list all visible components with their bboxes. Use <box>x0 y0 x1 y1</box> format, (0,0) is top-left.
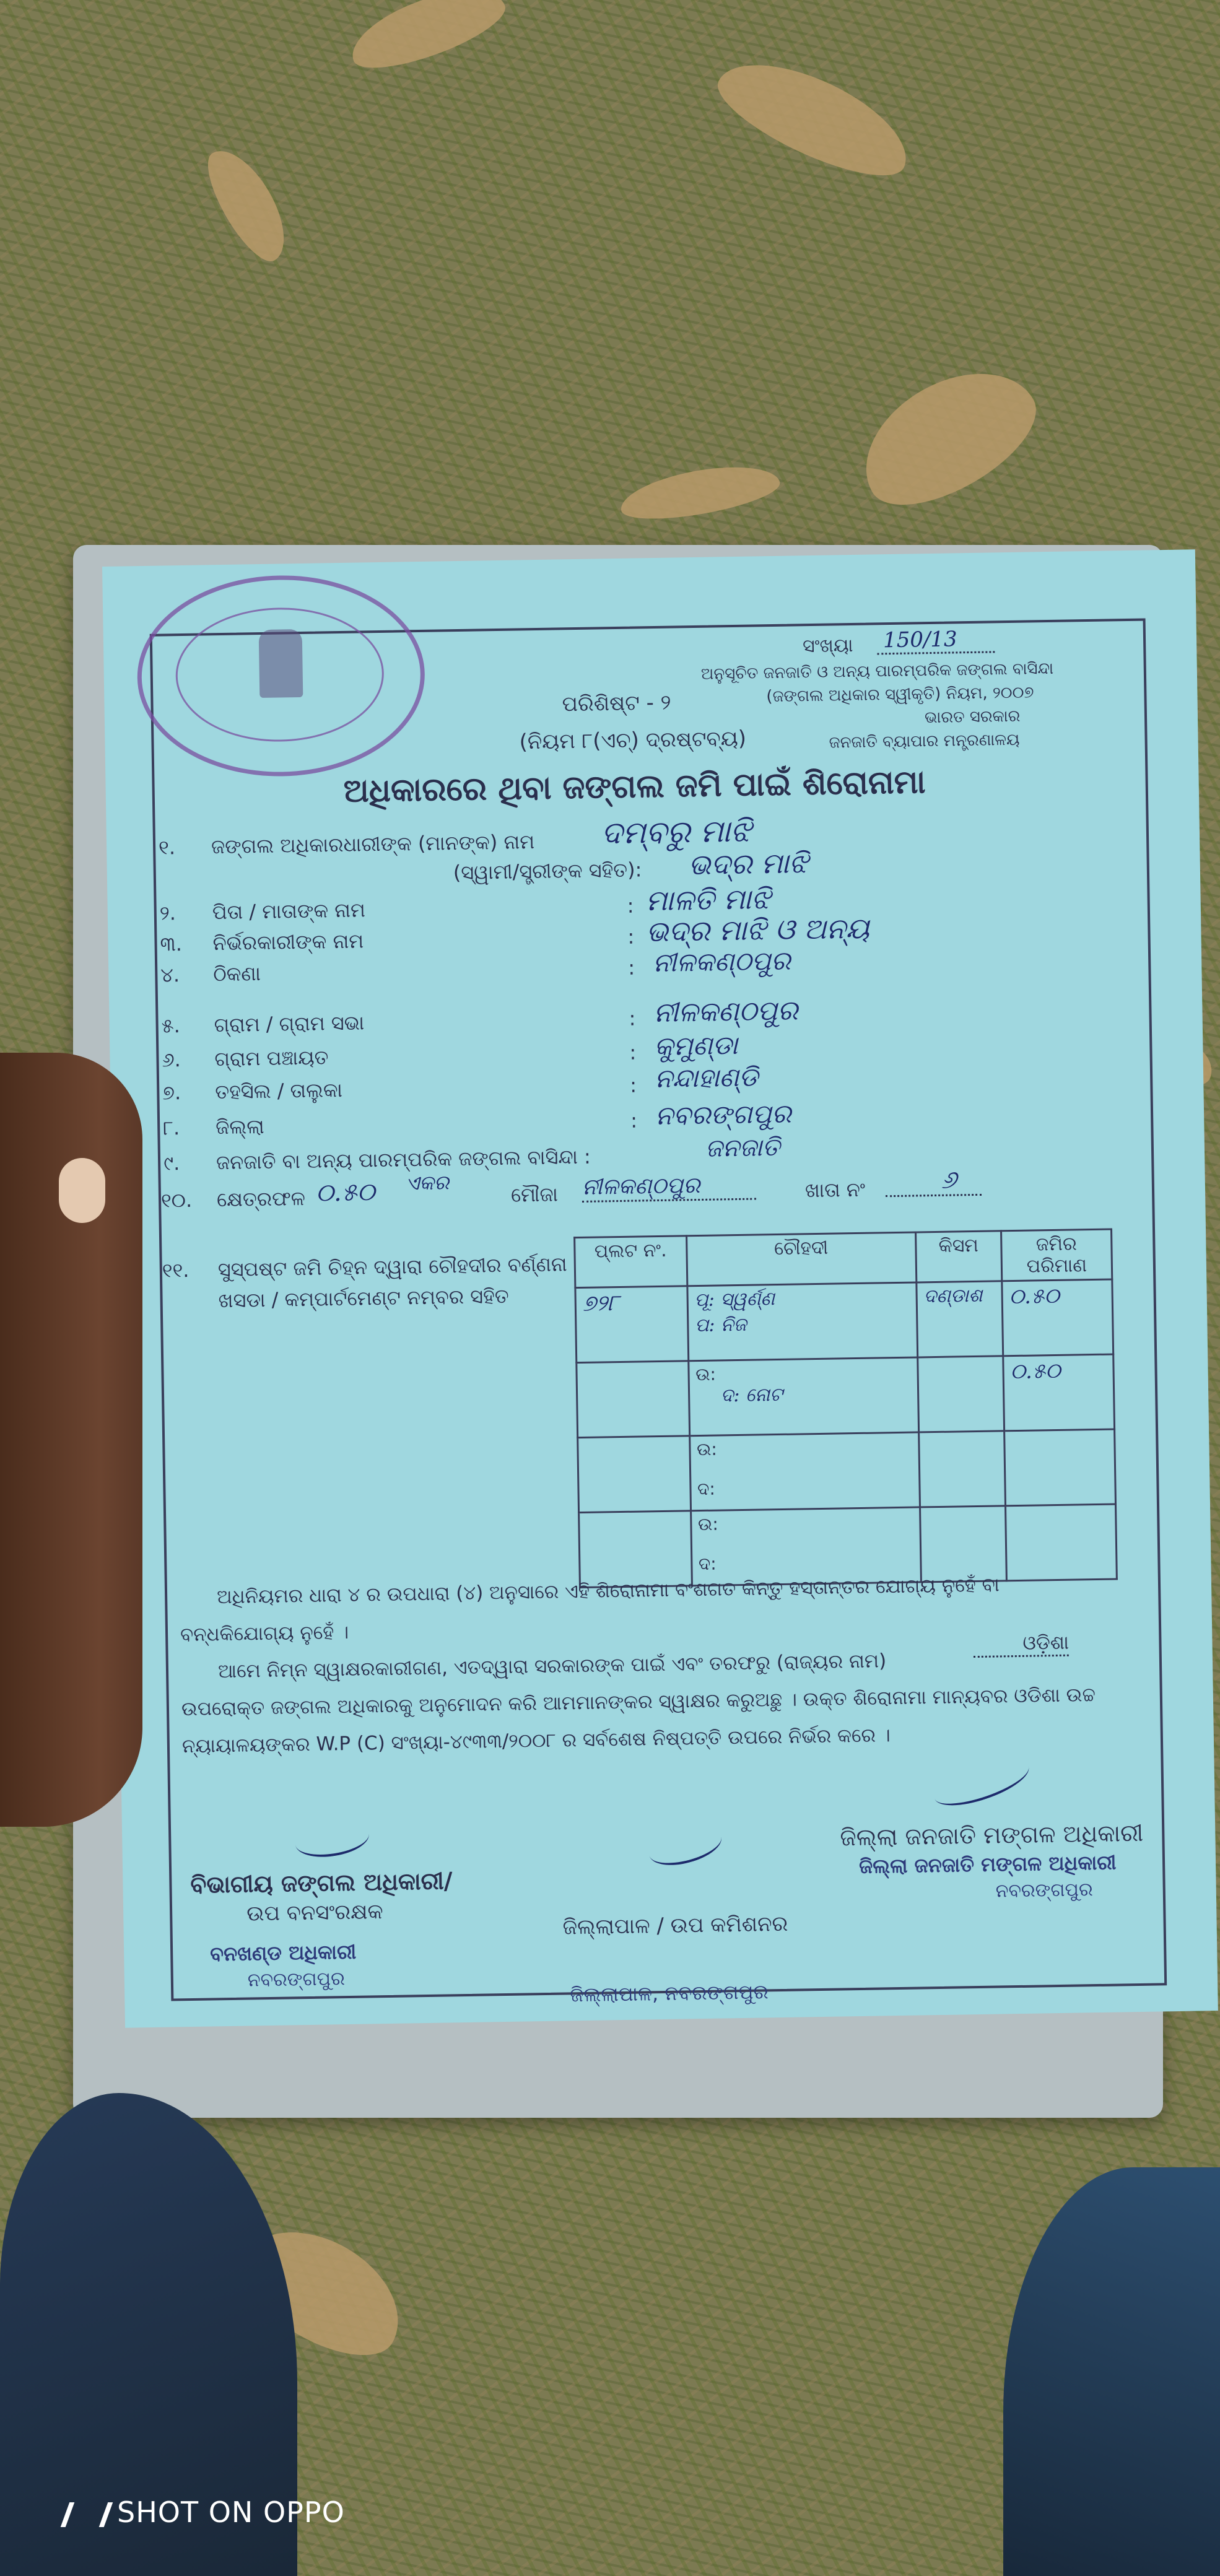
oppo-logo-icon <box>61 2502 113 2527</box>
colon: : <box>627 894 634 918</box>
paragraph-certification: ଆମେ ନିମ୍ନ ସ୍ୱାକ୍ଷରକାରୀଗଣ, ଏତଦ୍ୱାରା ସରକାରଙ୍କ ପାଇଁ ଏବଂ ତରଫରୁ (ରାଜ୍ୟର ନାମ) <box>217 1650 887 1683</box>
emblem-icon <box>259 629 303 698</box>
boundary-label: ସୁସ୍ପଷ୍ଟ ଜମି ଚିହ୍ନ ଦ୍ୱାରା ଚୌହଦୀର ବର୍ଣ୍ଣନା <box>217 1252 567 1282</box>
field-num: ୮. <box>162 1116 180 1140</box>
watermark-text: SHOT ON OPPO <box>117 2496 345 2529</box>
official-seal <box>136 573 426 778</box>
field-label: ଜଙ୍ଗଲ ଅଧିକାରଧାରୀଙ୍କ (ମାନଙ୍କ) ନାମ <box>211 830 535 859</box>
colon: : <box>629 1040 637 1064</box>
stamp-left: ବନଖଣ୍ଡ ଅଧିକାରୀ <box>209 1939 357 1966</box>
field-label: ଜିଲ୍ଲା <box>215 1115 264 1139</box>
mouza-value: ନୀଳକଣ୍ଠପୁର <box>582 1172 756 1203</box>
signatory-left-title-2: ଉପ ବନସଂରକ୍ଷକ <box>246 1899 383 1926</box>
state-name: ଓଡ଼ିଶା <box>973 1632 1069 1658</box>
plot-table <box>573 1229 1118 1589</box>
document-sheet <box>102 549 1218 2027</box>
kisam-cell: ଦଣ୍ଡାଶ <box>917 1281 1003 1357</box>
kisam-cell <box>919 1431 1006 1507</box>
plot-number <box>578 1436 691 1513</box>
column-header: ଚୌହଦୀ <box>686 1232 917 1286</box>
mouza-label: ମୌଜା <box>510 1182 559 1207</box>
khata-label: ଖାତା ନଂ <box>804 1177 866 1203</box>
annexure-label: ପରିଶିଷ୍ଟ - ୨ <box>562 690 671 717</box>
boundary-cell <box>691 1507 921 1586</box>
field-num: ୧୧. <box>162 1258 190 1282</box>
table-row <box>577 1354 1115 1438</box>
kisam-cell <box>918 1356 1004 1432</box>
field-num: ୬. <box>162 1048 181 1072</box>
colon: : <box>629 1073 637 1097</box>
field-value: ନୀଳକଣ୍ଠପୁର <box>653 994 798 1029</box>
document-title: ଅଧିକାରରେ ଥିବା ଜଙ୍ଗଲ ଜମି ପାଇଁ ଶିରୋନାମା <box>343 764 926 810</box>
table-row <box>578 1429 1116 1513</box>
stamp-mid: ଜିଲ୍ଲାପାଳ, ନବରଙ୍ଗପୁର <box>570 1980 769 2007</box>
plot-number <box>579 1511 692 1588</box>
rule-reference: (ନିୟମ ୮(ଏଚ୍) ଦ୍ରଷ୍ଟବ୍ୟ) <box>519 726 747 755</box>
signatory-right-title: ଜିଲ୍ଲା ଜନଜାତି ମଙ୍ଗଳ ଅଧିକାରୀ <box>840 1819 1144 1852</box>
shoe-right <box>1003 2167 1220 2576</box>
column-header: ପ୍ଲଟ ନଂ. <box>575 1236 687 1288</box>
colon: : <box>630 1108 638 1133</box>
header-line-3: ଭାରତ ସରକାର <box>924 707 1021 728</box>
signatory-left-title: ବିଭାଗୀୟ ଜଙ୍ଗଲ ଅଧିକାରୀ/ <box>190 1867 453 1899</box>
field-num: ୩. <box>160 932 183 956</box>
table-row <box>579 1504 1117 1588</box>
field-num: ୨. <box>159 901 176 925</box>
field-num: ୧. <box>158 835 176 859</box>
paragraph-non-transferable-2: ବନ୍ଧକିଯୋଗ୍ୟ ନୁହେଁ । <box>180 1621 349 1647</box>
field-value: କୁମୁଣ୍ଡା <box>653 1029 738 1062</box>
leaf <box>342 0 512 82</box>
header-line-2: (ଜଙ୍ଗଲ ଅଧିକାର ସ୍ୱୀକୃତି) ନିୟମ, ୨୦୦୭ <box>766 683 1034 707</box>
field-value: ଭଦ୍ର ମାଝି ଓ ଅନ୍ୟ <box>645 911 870 949</box>
paragraph-non-transferable: ଅଧିନିୟମର ଧାରା ୪ ର ଉପଧାରା (୪) ଅନୁସାରେ ଏହି ଶିରୋନାମା ବଂଶଗତ କିନ୍ତୁ ହସ୍ତାନ୍ତର ଯୋଗ୍ୟ ନୁହେଁ ବା <box>216 1573 1000 1609</box>
field-value: ଜନଜାତି <box>705 1133 780 1163</box>
boundary-east: ପୂ: ସ୍ୱର୍ଣ୍ଣ <box>694 1288 775 1312</box>
boundary-cell <box>687 1282 917 1361</box>
field-label: ଗ୍ରାମ / ଗ୍ରାମ ସଭା <box>214 1011 365 1037</box>
form-border <box>150 619 1167 2007</box>
leaf <box>617 457 783 528</box>
leaf <box>841 344 1055 528</box>
boundary-cell <box>689 1432 920 1511</box>
field-num: ୯. <box>163 1151 180 1175</box>
stamp-left-2: ନବରଙ୍ଗପୁର <box>247 1968 346 1991</box>
field-num: ୪. <box>160 963 180 987</box>
area-value: ୦.୫୦ <box>315 1178 375 1208</box>
boundary-east: ଉ: <box>697 1513 718 1535</box>
table-row <box>575 1279 1113 1363</box>
field-num: ୫. <box>161 1014 181 1038</box>
area-cell: ୦.୫୦ <box>1002 1279 1113 1356</box>
field-label: ଗ୍ରାମ ପଞ୍ଚାୟତ <box>214 1045 329 1071</box>
paragraph-certification-3: ନ୍ୟାୟାଳୟଙ୍କର W.P (C) ସଂଖ୍ୟା-୪୯୩୩/୨୦୦୮ ର ସର୍ବଶେଷ ନିଷ୍ପତ୍ତି ଉପରେ ନିର୍ଭର କରେ । <box>181 1724 891 1758</box>
plot-number: ୭୨୮ <box>575 1286 688 1363</box>
leaf <box>195 138 300 270</box>
signature-mid <box>645 1821 726 1872</box>
header-line-4: ଜନଜାତି ବ୍ୟାପାର ମନ୍ତ୍ରଣାଳୟ <box>829 730 1020 752</box>
stamp-right: ଜିଲ୍ଲା ଜନଜାତି ମଙ୍ଗଳ ଅଧିକାରୀ <box>858 1850 1117 1879</box>
stamp-right-2: ନବରଙ୍ଗପୁର <box>995 1879 1093 1902</box>
kisam-cell <box>920 1506 1006 1582</box>
column-header: ଜମିର ପରିମାଣ <box>1001 1229 1112 1281</box>
area-cell <box>1005 1504 1117 1581</box>
field-value: ଦମ୍ବରୁ ମାଝି <box>601 812 752 851</box>
thumbnail <box>59 1158 105 1223</box>
field-value: ନବରଙ୍ଗପୁର <box>655 1098 792 1131</box>
boundary-east: ଉ: <box>695 1364 717 1385</box>
field-value: ନୀଳକଣ୍ଠପୁର <box>652 945 791 978</box>
field-value: ଭଦ୍ର ମାଝି <box>688 846 809 882</box>
field-num: ୭. <box>162 1081 181 1105</box>
plot-number <box>577 1361 689 1438</box>
boundary-east: ଉ: <box>696 1438 718 1460</box>
boundary-label-2: ଖସଡା / କମ୍ପାର୍ଟମେଣ୍ଟ ନମ୍ବର ସହିତ <box>218 1284 509 1313</box>
area-cell: ୦.୫୦ <box>1003 1354 1114 1431</box>
khata-value: ୬ <box>885 1165 982 1197</box>
field-label: ତହସିଲ / ତାଲୁକା <box>215 1078 343 1104</box>
colon: : <box>627 925 635 949</box>
column-header: କିସମ <box>915 1231 1001 1282</box>
field-value: ନନ୍ଦାହାଣ୍ଡି <box>654 1061 759 1094</box>
area-label: କ୍ଷେତ୍ରଫଳ <box>216 1186 306 1212</box>
boundary-west: ଦ: ନୋଟ <box>720 1383 783 1407</box>
field-label: ନିର୍ଭରକାରୀଙ୍କ ନାମ <box>212 929 364 955</box>
field-label: ଠିକଣା <box>213 962 261 986</box>
leaf <box>706 41 923 194</box>
field-label: ଜନଜାତି ବା ଅନ୍ୟ ପାରମ୍ପରିକ ଜଙ୍ଗଲ ବାସିନ୍ଦା : <box>216 1144 591 1175</box>
signature-right <box>930 1751 1034 1814</box>
signatory-mid-title: ଜିଲ୍ଲାପାଳ / ଉପ କମିଶନର <box>562 1911 788 1940</box>
area-unit: ଏକର <box>405 1170 450 1195</box>
field-label: (ସ୍ୱାମୀ/ସ୍ତ୍ରୀଙ୍କ ସହିତ): <box>453 858 642 885</box>
area-cell <box>1004 1429 1115 1506</box>
header-line-1: ଅନୁସୂଚିତ ଜନଜାତି ଓ ଅନ୍ୟ ପାରମ୍ପରିକ ଜଙ୍ଗଲ ବାସିନ୍ଦା <box>700 659 1054 684</box>
field-label: ପିତା / ମାତାଙ୍କ ନାମ <box>212 898 366 925</box>
signature-left <box>293 1817 372 1861</box>
colon: : <box>627 955 635 980</box>
colon: : <box>629 1006 636 1030</box>
serial-label: ସଂଖ୍ୟା <box>802 634 853 658</box>
paragraph-certification-2: ଉପରୋକ୍ତ ଜଙ୍ଗଲ ଅଧିକାରକୁ ଅନୁମୋଦନ କରି ଆମମାନଙ୍କର ସ୍ୱାକ୍ଷର କରୁଅଛୁ । ଉକ୍ତ ଶିରୋନାମା ମାନ୍ୟବର ଓଡିଶା ଉଚ୍ଚ <box>181 1684 1096 1721</box>
boundary-west: ଦ: <box>698 1553 717 1575</box>
field-value: ମାଳତି ମାଝି <box>645 882 771 918</box>
boundary-west: ଦ: <box>697 1478 716 1500</box>
field-num: ୧୦. <box>160 1188 193 1212</box>
camera-watermark <box>65 2496 345 2529</box>
boundary-cell <box>688 1357 918 1436</box>
table-header-row <box>575 1229 1112 1288</box>
boundary-west: ପ: ନିଜ <box>694 1313 747 1337</box>
serial-value: 150/13 <box>877 626 995 655</box>
